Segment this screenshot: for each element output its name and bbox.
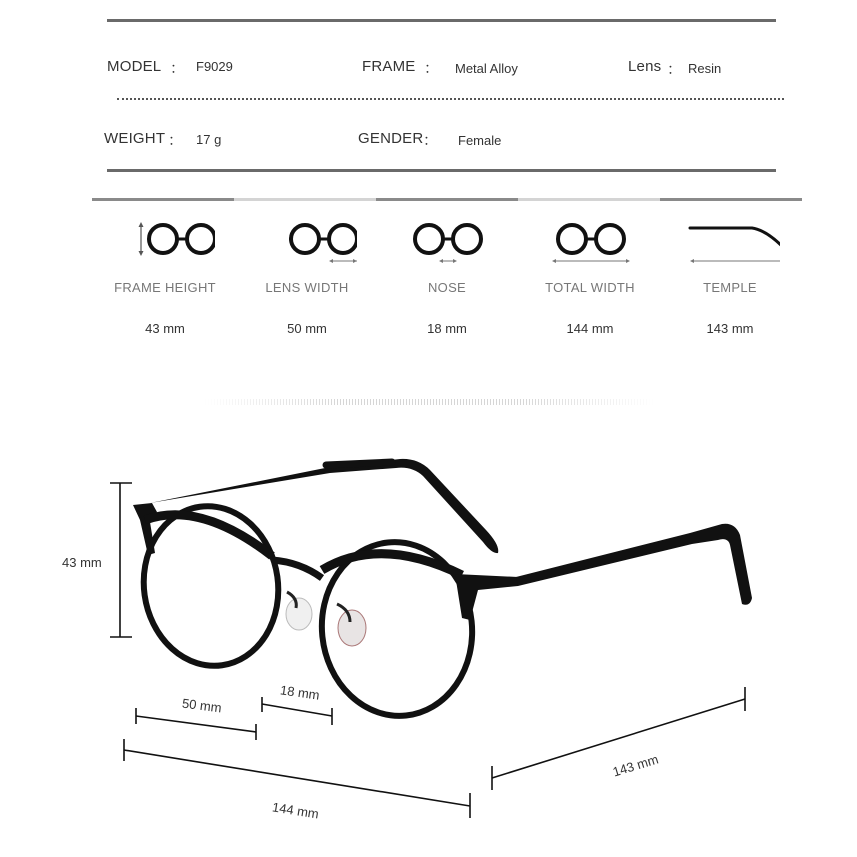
spec-nose [376,210,518,336]
height-dimension-label: 43 mm [62,555,102,570]
model-label: MODEL [107,58,162,75]
segment-bar [234,198,376,201]
weight-value: 17 g [196,132,222,147]
spec-name: TOTAL WIDTH [545,280,635,295]
spec-name: LENS WIDTH [265,280,349,295]
spec-total-width [519,210,661,336]
spec-value: 144 mm [566,321,614,336]
dotted-divider [117,98,784,100]
total-width-dimension-line [124,750,470,806]
spec-name: FRAME HEIGHT [114,280,216,295]
weight-colon: ： [168,132,184,149]
spec-lens-width [236,210,378,336]
segment-bar [92,198,234,201]
segment-bar [376,198,518,201]
spec-value: 43 mm [145,321,185,336]
model-value: F9029 [196,59,233,74]
spec-frame-height [94,210,236,336]
segment-bar [660,198,802,201]
lens-colon: ： [667,61,683,78]
temple-icon [680,210,780,266]
spec-value: 143 mm [706,321,754,336]
frame-colon: ： [424,60,440,77]
spec-temple [659,210,801,336]
gender-label: GENDER [358,130,424,147]
gender-value: Female [458,133,502,148]
spec-name: NOSE [427,280,467,295]
total-width-icon [540,210,640,266]
total-width-dimension-label: 144 mm [271,799,320,822]
spec-name: TEMPLE [703,280,757,295]
right-hinge [455,574,518,620]
lens-width-dimension-label: 50 mm [181,695,223,716]
frame-value: Metal Alloy [455,61,518,76]
gender-colon: ： [423,132,439,149]
near-temple-arm [516,524,752,605]
lens-label: Lens [628,58,662,75]
spec-value: 50 mm [287,321,327,336]
right-nose-pad [338,610,366,646]
weight-label: WEIGHT [104,130,166,147]
lens-width-icon [257,210,357,266]
nose-dimension-line [262,704,332,716]
model-colon: ： [170,60,186,77]
faded-divider [205,399,655,405]
top-rule [107,19,776,22]
frame-height-icon [115,210,215,266]
segment-bar [518,198,660,201]
temple-dimension-label: 143 mm [610,751,661,780]
left-nose-pad [286,598,312,630]
spec-value: 18 mm [427,321,467,336]
bottom-rule [107,169,776,172]
nose-icon [397,210,497,266]
lens-value: Resin [688,61,722,76]
glasses-diagram [0,440,857,857]
nose-dimension-label: 18 mm [279,682,321,703]
frame-label: FRAME [362,58,416,75]
lens-width-dimension-line [136,716,256,732]
